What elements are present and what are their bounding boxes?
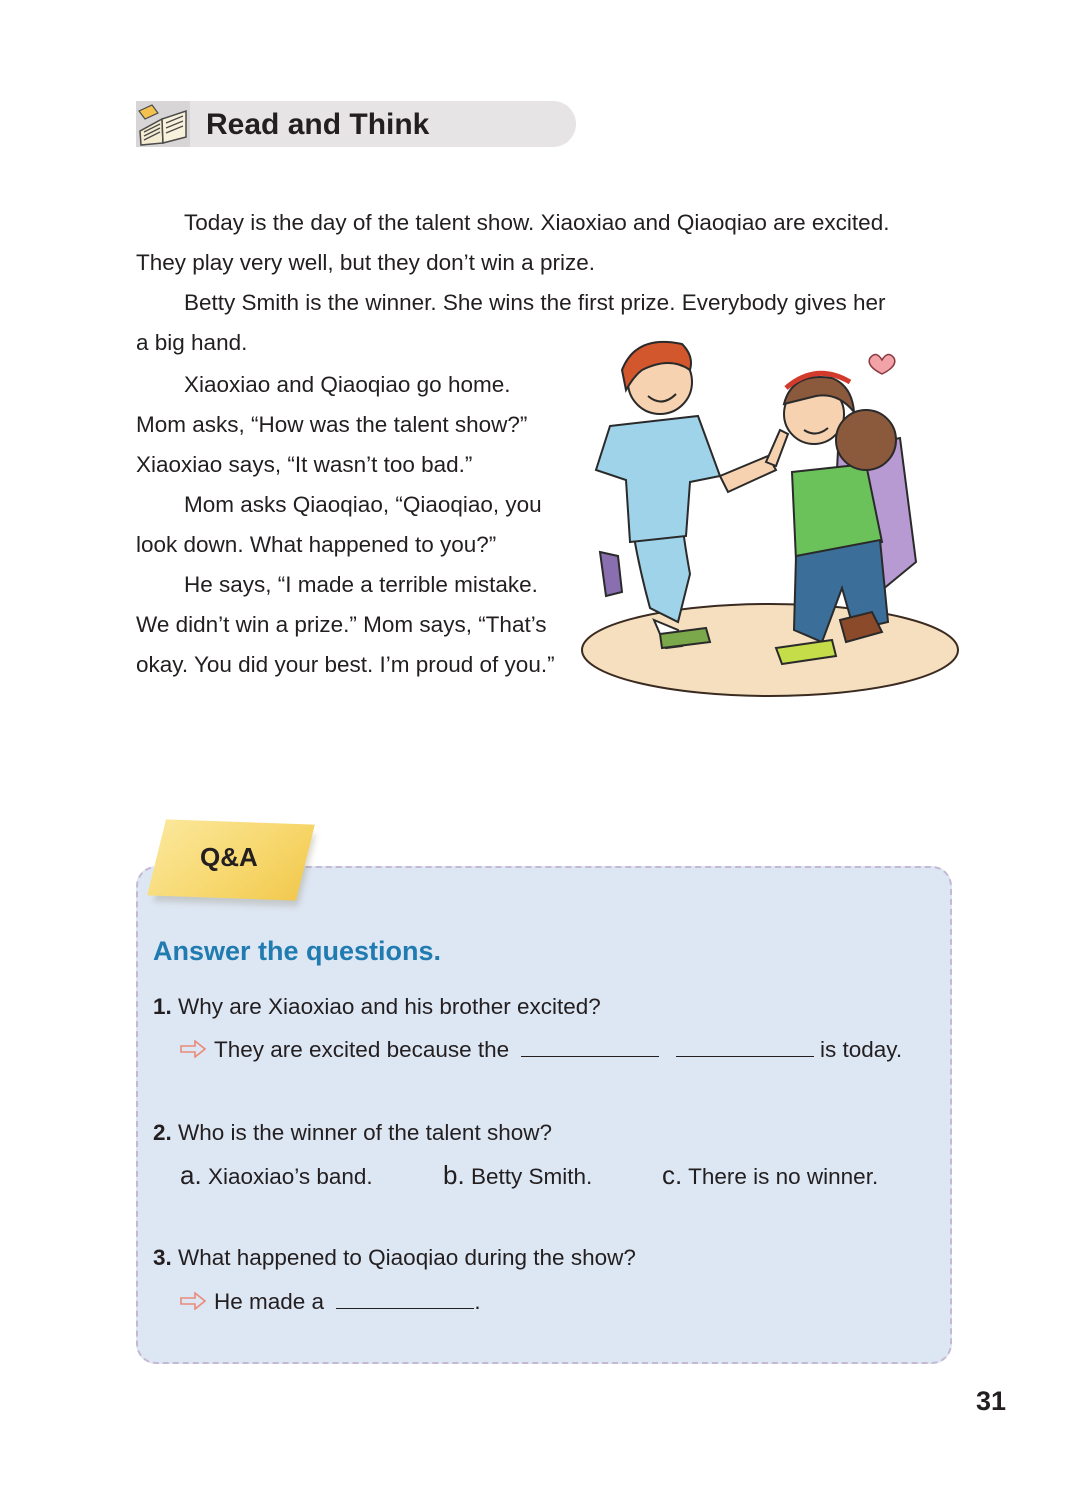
question-1 xyxy=(153,994,601,1020)
answer-suffix: is today. xyxy=(819,1037,903,1062)
question-number: 1. xyxy=(153,994,172,1019)
arrow-right-icon xyxy=(180,1292,206,1310)
answer-3 xyxy=(180,1288,481,1315)
arrow-right-icon xyxy=(180,1040,206,1058)
option-letter: c. xyxy=(662,1160,683,1190)
option-a[interactable] xyxy=(180,1160,373,1191)
question-number: 2. xyxy=(153,1120,172,1145)
story-line: Xiaoxiao says, “It wasn’t too bad.” xyxy=(136,452,473,477)
story-line: He says, “I made a terrible mistake. xyxy=(184,572,538,597)
children-celebrating-illustration xyxy=(570,330,970,710)
story-line: Xiaoxiao and Qiaoqiao go home. xyxy=(184,372,511,397)
question-text: Why are Xiaoxiao and his brother excited? xyxy=(178,994,601,1019)
question-2 xyxy=(153,1120,552,1146)
option-letter: a. xyxy=(180,1160,202,1190)
option-c[interactable] xyxy=(662,1160,878,1191)
question-number: 3. xyxy=(153,1245,172,1270)
option-b[interactable] xyxy=(443,1160,592,1191)
option-text: Betty Smith. xyxy=(470,1164,593,1189)
story-line: Mom asks, “How was the talent show?” xyxy=(136,412,528,437)
answer-blank[interactable] xyxy=(521,1036,659,1057)
story-line: Today is the day of the talent show. Xiaoxiao and Qiaoqiao are excited. xyxy=(184,210,890,235)
option-text: There is no winner. xyxy=(688,1164,879,1189)
question-text: Who is the winner of the talent show? xyxy=(178,1120,552,1145)
answer-prefix: He made a xyxy=(214,1289,325,1314)
qa-tag-label: Q&A xyxy=(200,842,258,872)
story-line: look down. What happened to you?” xyxy=(136,532,497,557)
answer-blank[interactable] xyxy=(336,1288,474,1309)
open-book-icon xyxy=(136,101,190,147)
section-title: Read and Think xyxy=(206,108,430,141)
answer-1 xyxy=(180,1036,902,1063)
story-line: okay. You did your best. I’m proud of you.” xyxy=(136,652,555,677)
question-text: What happened to Qiaoqiao during the show? xyxy=(178,1245,636,1270)
story-line: Betty Smith is the winner. She wins the first prize. Everybody gives her xyxy=(184,290,886,315)
story-line: They play very well, but they don’t win a prize. xyxy=(136,250,595,275)
story-line: We didn’t win a prize.” Mom says, “That’s xyxy=(136,612,547,637)
page-number: 31 xyxy=(976,1386,1007,1416)
section-header xyxy=(136,101,576,147)
option-letter: b. xyxy=(443,1160,465,1190)
option-text: Xiaoxiao’s band. xyxy=(207,1164,373,1189)
question-3 xyxy=(153,1245,636,1271)
answer-prefix: They are excited because the xyxy=(214,1037,510,1062)
story-line: Mom asks Qiaoqiao, “Qiaoqiao, you xyxy=(184,492,542,517)
answer-blank[interactable] xyxy=(676,1036,814,1057)
qa-heading: Answer the questions. xyxy=(153,936,442,966)
answer-suffix: . xyxy=(474,1289,481,1314)
story-line: a big hand. xyxy=(136,330,248,355)
